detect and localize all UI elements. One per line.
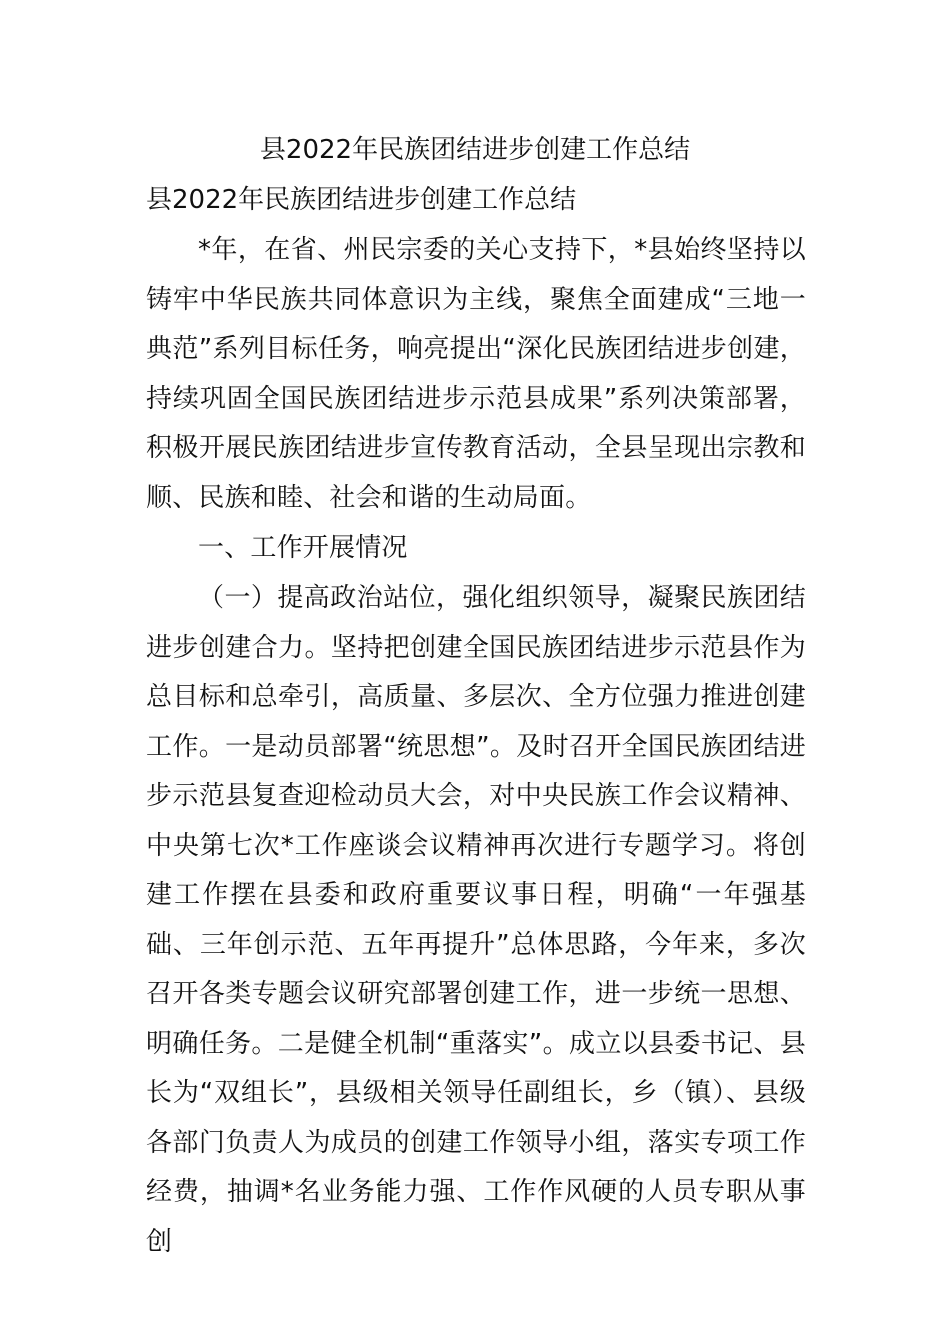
document-subtitle: 县2022年民族团结进步创建工作总结 (146, 185, 577, 215)
intro-paragraph: *年，在省、州民宗委的关心支持下，*县始终坚持以铸牢中华民族共同体意识为主线，聚焦全面建成“三地一典范”系列目标任务，响亮提出“深化民族团结进步创建，持续巩固全国民族团结进步示范县成果”系列决策部署，积极开展民族团结进步宣传教育活动，全县呈现出宗教和顺、民族和睦、社会和谐的生动局面。 (146, 235, 806, 513)
document-title: 县2022年民族团结进步创建工作总结 (259, 135, 691, 165)
section-heading: 一、工作开展情况 (198, 533, 408, 563)
section-paragraph: （一）提高政治站位，强化组织领导，凝聚民族团结进步创建合力。坚持把创建全国民族团结进步示范县作为总目标和总牵引，高质量、多层次、全方位强力推进创建工作。一是动员部署“统思想”。及时召开全国民族团结进步示范县复查迎检动员大会，对中央民族工作会议精神、中央第七次*工作座谈会议精神再次进行专题学习。将创建工作摆在县委和政府重要议事日程，明确“一年强基础、三年创示范、五年再提升”总体思路，今年来，多次召开各类专题会议研究部署创建工作，进一步统一思想、明确任务。二是健全机制“重落实”。成立以县委书记、县长为“双组长”，县级相关领导任副组长，乡（镇）、县级各部门负责人为成员的创建工作领导小组，落实专项工作经费，抽调*名业务能力强、工作作风硬的人员专职从事创 (146, 583, 806, 1257)
